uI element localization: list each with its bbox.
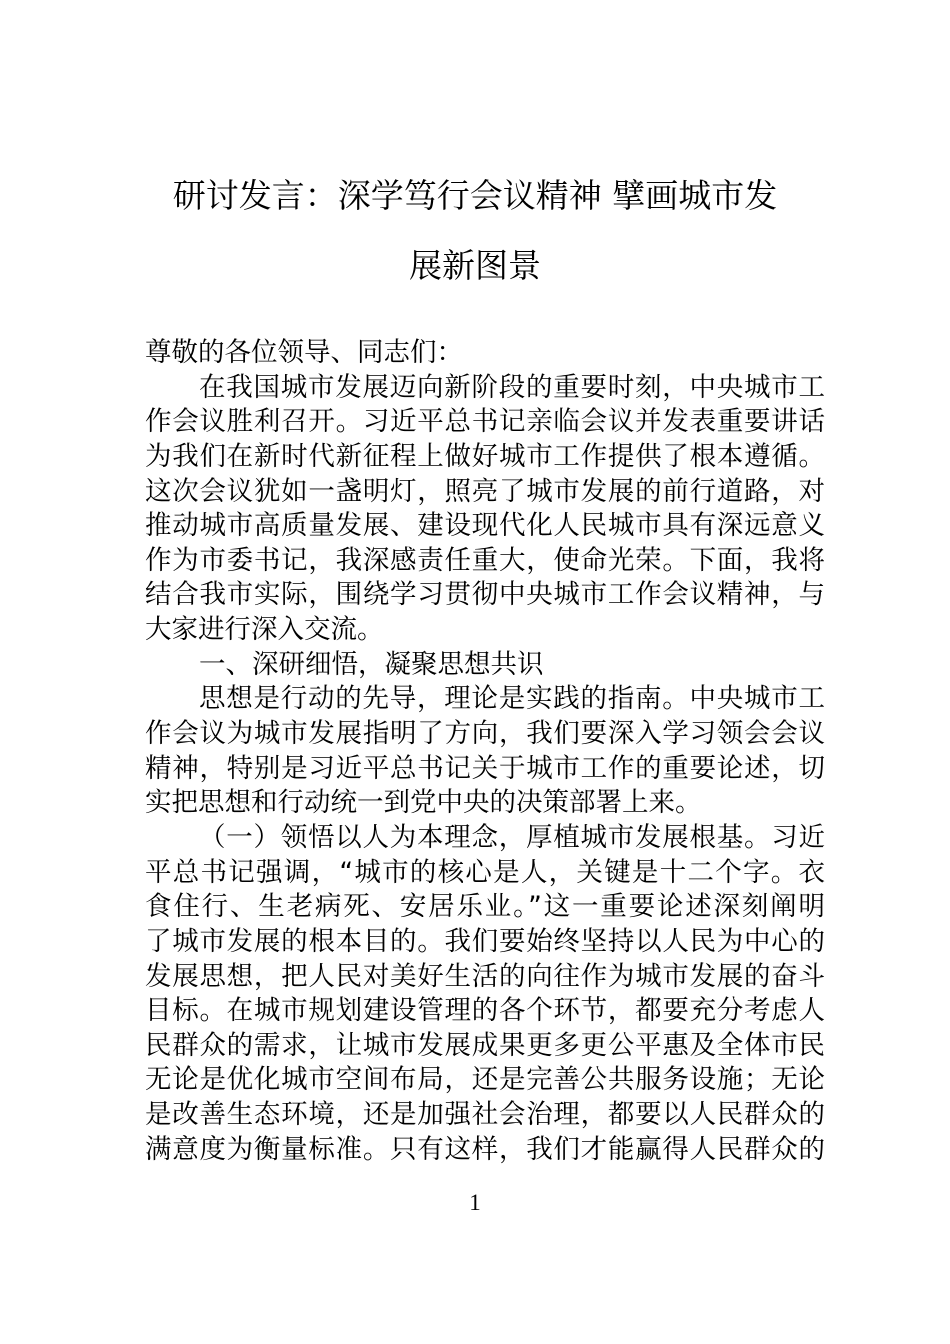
text-line: 思想是行动的先导，理论是实践的指南。中央城市工 [199,683,825,715]
page-number: 1 [469,1190,481,1215]
document-title-line-2: 展新图景 [409,246,541,285]
text-line: 这次会议犹如一盏明灯，照亮了城市发展的前行道路，对 [145,475,825,507]
text-line: 平总书记强调，“城市的核心是人，关键是十二个字。衣 [145,856,825,888]
text-line: 了城市发展的根本目的。我们要始终坚持以人民为中心的 [145,925,825,957]
text-line: 食住行、生老病死、安居乐业。”这一重要论述深刻阐明 [145,891,825,923]
text-line: 作为市委书记，我深感责任重大，使命光荣。下面，我将 [145,544,825,576]
text-line: 作会议为城市发展指明了方向，我们要深入学习领会会议 [145,718,825,750]
document-body [145,336,825,1167]
text-line: 是改善生态环境，还是加强社会治理，都要以人民群众的 [145,1099,825,1131]
text-line: 民群众的需求，让城市发展成果更多更公平惠及全体市民 [145,1029,825,1061]
text-line: 尊敬的各位领导、同志们： [145,337,463,368]
text-line: 发展思想，把人民对美好生活的向往作为城市发展的奋斗 [145,960,825,992]
text-line: 作会议胜利召开。习近平总书记亲临会议并发表重要讲话 [145,406,825,438]
text-line: 大家进行深入交流。 [145,614,384,646]
text-line: 一、深研细悟，凝聚思想共识 [199,648,544,680]
text-line: （一）领悟以人为本理念，厚植城市发展根基。习近 [199,821,825,853]
text-line: 结合我市实际，围绕学习贯彻中央城市工作会议精神，与 [145,579,825,611]
text-line: 实把思想和行动统一到党中央的决策部署上来。 [145,787,702,819]
text-line: 无论是优化城市空间布局，还是完善公共服务设施；无论 [145,1064,825,1096]
document-title-line-1: 研讨发言：深学笃行会议精神 擘画城市发 [172,176,778,215]
text-line: 满意度为衡量标准。只有这样，我们才能赢得人民群众的 [145,1133,825,1165]
text-line: 精神，特别是习近平总书记关于城市工作的重要论述，切 [145,752,825,784]
text-line: 为我们在新时代新征程上做好城市工作提供了根本遵循。 [145,440,825,472]
text-line: 目标。在城市规划建设管理的各个环节，都要充分考虑人 [145,995,825,1027]
text-line: 推动城市高质量发展、建设现代化人民城市具有深远意义 [145,510,825,542]
text-line: 在我国城市发展迈向新阶段的重要时刻，中央城市工 [199,371,825,403]
